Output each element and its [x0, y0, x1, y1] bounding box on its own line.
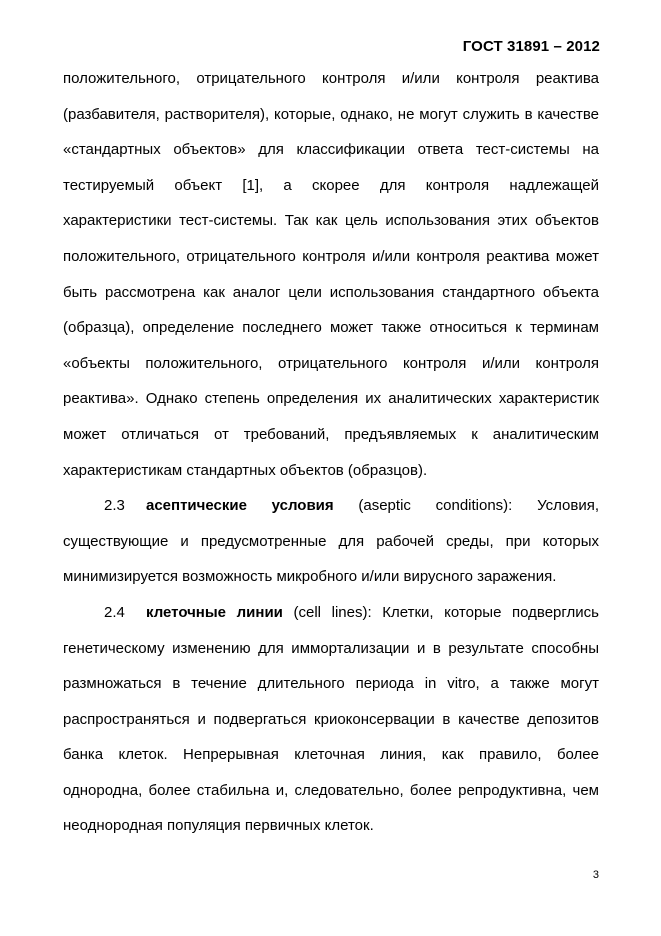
clause-number: 2.4	[104, 603, 125, 621]
definition-2-4	[63, 595, 599, 844]
clause-number: 2.3	[104, 497, 125, 515]
defined-term: клеточные линии	[146, 603, 283, 621]
document-body	[63, 61, 599, 844]
page-number: 3	[592, 869, 599, 881]
defined-term: асептические условия	[146, 497, 334, 515]
definition-text: (aseptic conditions): Условия, существующие и предусмотренные для рабочей среды, при которых минимизируется возможность микробного и/или вирусного заражения.	[63, 497, 599, 586]
document-standard-header: ГОСТ 31891 – 2012	[462, 38, 600, 55]
paragraph-continuation: положительного, отрицательного контроля и/или контроля реактива (разбавителя, растворителя), которые, однако, не могут служить в качестве «стандартных объектов» для классификации ответа тест-системы на тестируемый объект [1], а скорее для контроля надлежащей характеристики тест-системы. Так как цель использования этих объектов положительного, отрицательного контроля и/или контроля реактива может быть рассмотрена как аналог цели использования стандартного объекта (образца), определение последнего может также относиться к терминам «объекты положительного, отрицательного контроля и/или контроля реактива». Однако степень определения их аналитических характеристик может отличаться от требований, предъявляемых к аналитическим характеристикам стандартных объектов (образцов).	[63, 70, 599, 479]
definition-2-3	[63, 488, 599, 595]
definition-text: (cell lines): Клетки, которые подверглись генетическому изменению для иммортализации и в результате способны размножаться в течение длительного периода in vitro, а также могут распространяться и подвергаться криоконсервации в качестве депозитов банка клеток. Непрерывная клеточная линия, как правило, более однородна, более стабильна и, следовательно, более репродуктивна, чем неоднородная популяция первичных клеток.	[63, 603, 599, 835]
